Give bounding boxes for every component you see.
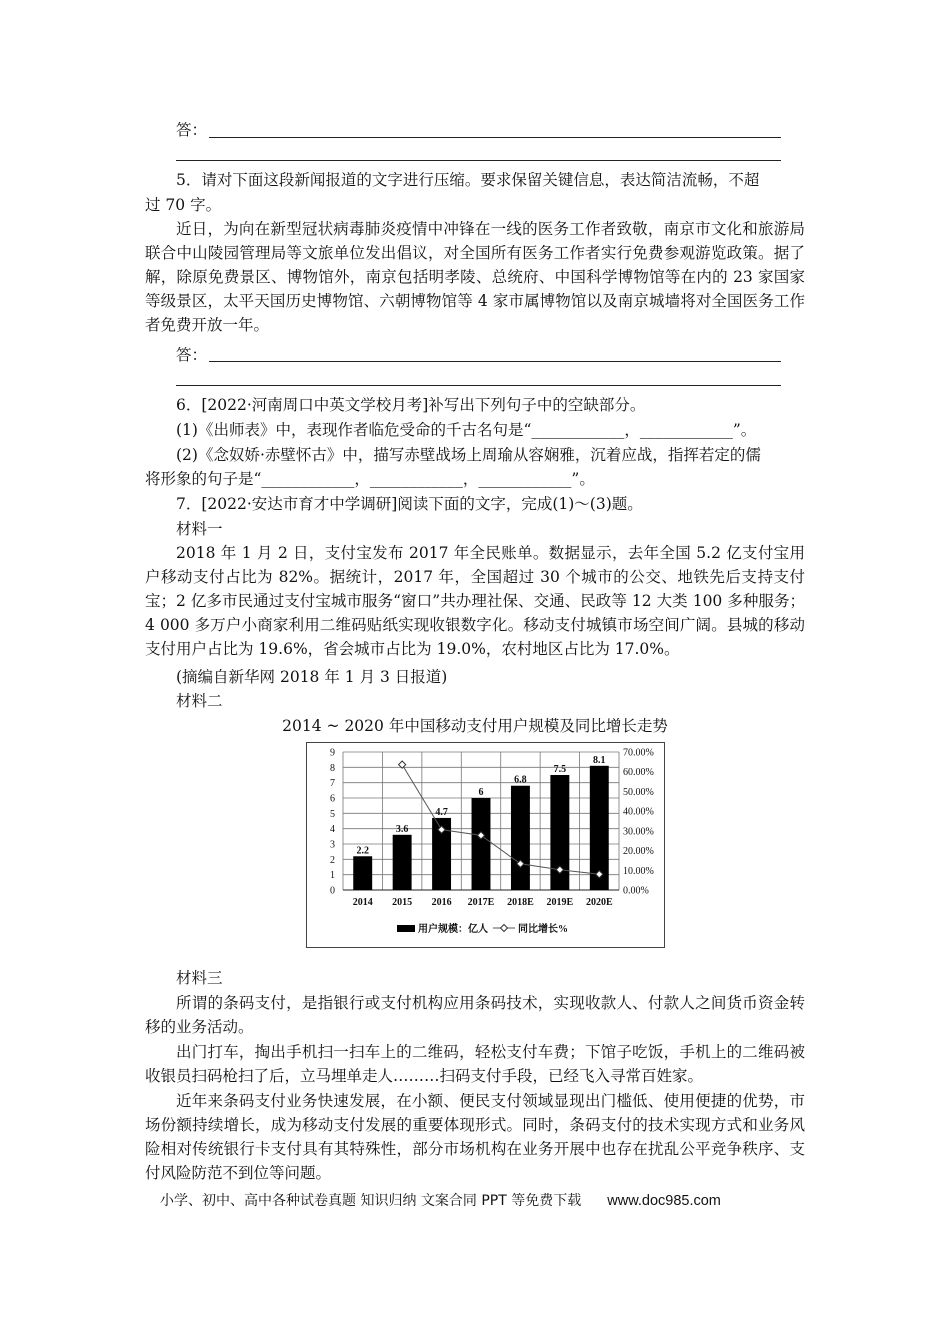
bar-2015 <box>393 835 412 890</box>
q4-answer-label: 答： <box>176 121 208 139</box>
q5-answer-line-2 <box>176 385 781 386</box>
y-left-tick-label: 8 <box>330 762 335 774</box>
y-right-tick-label: 30.00% <box>623 826 654 838</box>
bar-data-label: 6.8 <box>514 774 527 786</box>
material1-text: 2018 年 1 月 2 日，支付宝发布 2017 年全民账单。数据显示，去年全国 5.2 亿支付宝用户移动支付占比为 82%。据统计，2017 年，全国超过 30 个城市的公交、地铁先后支持支付宝；2 亿多市民通过支付宝城市服务“窗口”共办理社保、交通、民政等 12 大类 100 多种服务；4 000 多万户小商家利用二维码贴纸实现收银数字化。移动支付城镇市场空间广阔。县城的移动支付用户占比为 19.6%，省会城市占比为 19.0%，农村地区占比为 17.0%。 <box>145 544 805 658</box>
footer <box>160 1191 721 1211</box>
y-left-tick-label: 7 <box>330 778 335 790</box>
y-right-tick-label: 50.00% <box>623 786 654 798</box>
y-right-tick-label: 20.00% <box>623 846 654 858</box>
material3-heading: 材料三 <box>176 969 223 987</box>
bar-2014 <box>353 856 372 890</box>
y-left-tick-label: 3 <box>330 839 335 851</box>
q7-prompt: 7．[2022·安达市育才中学调研]阅读下面的文字，完成(1)～(3)题。 <box>176 495 643 513</box>
legend-line-label: 同比增长% <box>518 924 568 935</box>
footer-text: 小学、初中、高中各种试卷真题 知识归纳 文案合同 PPT 等免费下载 <box>160 1193 582 1209</box>
y-left-tick-label: 9 <box>330 747 335 759</box>
y-right-tick-label: 40.00% <box>623 806 654 818</box>
y-right-tick-label: 0.00% <box>623 885 649 897</box>
y-left-tick-label: 2 <box>330 854 335 866</box>
bar-data-label: 8.1 <box>593 754 606 766</box>
q5-answer-line-1 <box>209 361 781 362</box>
y-left-tick-label: 1 <box>330 870 335 882</box>
q5-passage: 近日，为向在新型冠状病毒肺炎疫情中冲锋在一线的医务工作者致敬，南京市文化和旅游局联合中山陵园管理局等文旅单位发出倡议，对全国所有医务工作者实行免费参观游览政策。据了解，除原免费景区、博物馆外，南京包括明孝陵、总统府、中国科学博物馆等在内的 23 家国家等级景区，太平天国历史博物馆、六朝博物馆等 4 家市属博物馆以及南京城墙将对全国医务工作者免费开放一年。 <box>145 220 805 334</box>
chart-frame <box>306 742 665 948</box>
q4-answer-line-2 <box>176 160 781 161</box>
bar-2018E <box>511 786 530 890</box>
q5-prompt-line1: 5．请对下面这段新闻报道的文字进行压缩。要求保留关键信息，表达简洁流畅，不超 <box>176 171 760 189</box>
material2-heading: 材料二 <box>176 692 223 710</box>
q4-answer-line-1 <box>209 137 781 138</box>
y-left-tick-label: 4 <box>330 824 335 836</box>
y-right-tick-label: 60.00% <box>623 767 654 779</box>
q6-item1: (1)《出师表》中，表现作者临危受命的千古名句是“____________，____________”。 <box>176 421 757 439</box>
material3-paragraph-1: 所谓的条码支付，是指银行或支付机构应用条码技术，实现收款人、付款人之间货币资金转移的业务活动。 <box>145 994 805 1036</box>
y-right-tick-label: 70.00% <box>623 747 654 759</box>
q5-answer-label: 答： <box>176 346 208 364</box>
x-tick-label: 2016 <box>431 897 452 908</box>
bar-data-label: 3.6 <box>395 823 409 835</box>
q6-prompt: 6．[2022·河南周口中英文学校月考]补写出下列句子中的空缺部分。 <box>176 396 646 414</box>
legend-line-marker <box>501 925 508 932</box>
bar-2017E <box>472 798 491 890</box>
bar-data-label: 2.2 <box>356 845 369 857</box>
q6-item2-line1: (2)《念奴娇·赤壁怀古》中，描写赤壁战场上周瑜从容娴雅，沉着应战，指挥若定的儒 <box>176 446 761 464</box>
x-tick-label: 2019E <box>546 897 574 908</box>
x-tick-label: 2017E <box>467 897 495 908</box>
footer-site[interactable]: www.doc985.com <box>607 1193 721 1209</box>
x-tick-label: 2018E <box>507 897 534 908</box>
legend-bar-label: 用户规模：亿人 <box>418 924 488 935</box>
legend-bar-swatch <box>397 925 415 932</box>
material1-source: (摘编自新华网 2018 年 1 月 3 日报道) <box>176 668 448 686</box>
x-tick-label: 2020E <box>585 897 613 908</box>
bar-data-label: 6 <box>478 787 484 798</box>
y-right-tick-label: 10.00% <box>623 865 654 877</box>
y-left-tick-label: 5 <box>330 808 335 820</box>
x-tick-label: 2014 <box>352 897 373 908</box>
q5-prompt-line2: 过 70 字。 <box>145 196 222 214</box>
y-left-tick-label: 6 <box>330 793 335 805</box>
chart-title: 2014 ~ 2020 年中国移动支付用户规模及同比增长走势 <box>282 717 668 735</box>
mobile-payment-chart <box>307 743 664 947</box>
material3-paragraph-3: 近年来条码支付业务快速发展，在小额、便民支付领域显现出门槛低、使用便捷的优势，市场份额持续增长，成为移动支付发展的重要体现形式。同时，条码支付的技术实现方式和业务风险相对传统银行卡支付具有其特殊性，部分市场机构在业务开展中也存在扰乱公平竞争秩序、支付风险防范不到位等问题。 <box>145 1092 805 1182</box>
bar-data-label: 7.5 <box>553 764 567 775</box>
y-left-tick-label: 0 <box>330 885 335 897</box>
bar-data-label: 4.7 <box>435 806 448 818</box>
material3-paragraph-2: 出门打车，掏出手机扫一扫车上的二维码，轻松支付车费；下馆子吃饭，手机上的二维码被收银员扫码枪扫了后，立马埋单走人………扫码支付手段，已经飞入寻常百姓家。 <box>145 1043 805 1085</box>
material1-heading: 材料一 <box>176 520 223 538</box>
q6-item2-line2: 将形象的句子是“____________，____________，____________”。 <box>145 470 595 488</box>
x-tick-label: 2015 <box>392 897 413 908</box>
